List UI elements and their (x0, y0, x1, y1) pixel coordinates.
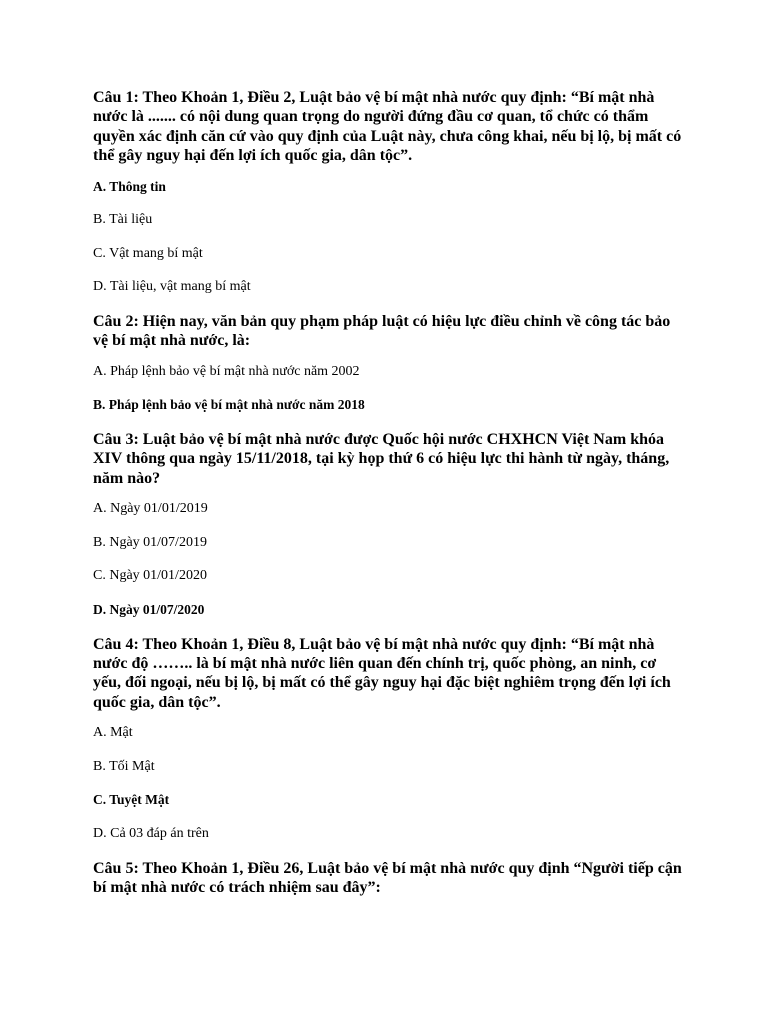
q4-option-c: C. Tuyệt Mật (93, 792, 170, 808)
q2-option-a: A. Pháp lệnh bảo vệ bí mật nhà nước năm 2002 (93, 363, 360, 379)
q1-option-c: C. Vật mang bí mật (93, 245, 203, 261)
document-page (93, 88, 683, 909)
q1-option-d: D. Tài liệu, vật mang bí mật (93, 279, 251, 295)
q3-option-c: C. Ngày 01/01/2020 (93, 568, 207, 584)
q4-option-a: A. Mật (93, 725, 133, 741)
q2-option-b: B. Pháp lệnh bảo vệ bí mật nhà nước năm 2018 (93, 397, 365, 413)
q1-option-a: A. Thông tin (93, 178, 166, 194)
q3-option-a: A. Ngày 01/01/2019 (93, 501, 208, 517)
question-4: Câu 4: Theo Khoản 1, Điều 8, Luật bảo vệ bí mật nhà nước quy định: “Bí mật nhà nước độ …….. là bí mật nhà nước liên quan đến chính trị, quốc phòng, an ninh, cơ yếu, đối ngoại, nếu bị lộ, bị mất có thể gây nguy hại đặc biệt nghiêm trọng đến lợi ích quốc gia, dân tộc”. (93, 635, 671, 711)
q4-option-d: D. Cả 03 đáp án trên (93, 826, 209, 841)
question-2: Câu 2: Hiện nay, văn bản quy phạm pháp luật có hiệu lực điều chỉnh về công tác bảo vệ bí mật nhà nước, là: (93, 313, 671, 350)
q3-option-b: B. Ngày 01/07/2019 (93, 534, 207, 550)
q1-option-b: B. Tài liệu (93, 212, 153, 228)
question-5: Câu 5: Theo Khoản 1, Điều 26, Luật bảo vệ bí mật nhà nước quy định “Người tiếp cận bí mật nhà nước có trách nhiệm sau đây”: (93, 859, 682, 896)
q4-option-b: B. Tối Mật (93, 758, 155, 774)
q3-option-d: D. Ngày 01/07/2020 (93, 602, 205, 617)
question-1: Câu 1: Theo Khoản 1, Điều 2, Luật bảo vệ bí mật nhà nước quy định: “Bí mật nhà nước là ....... có nội dung quan trọng do người đứng đầu cơ quan, tổ chức có thẩm quyền xác định căn cứ vào quy định của Luật này, chưa công khai, nếu bị lộ, bị mất có thể gây nguy hại đến lợi ích quốc gia, dân tộc”. (93, 89, 682, 165)
question-3: Câu 3: Luật bảo vệ bí mật nhà nước được Quốc hội nước CHXHCN Việt Nam khóa XIV thông qua ngày 15/11/2018, tại kỳ họp thứ 6 có hiệu lực thi hành từ ngày, tháng, năm nào? (93, 431, 670, 487)
